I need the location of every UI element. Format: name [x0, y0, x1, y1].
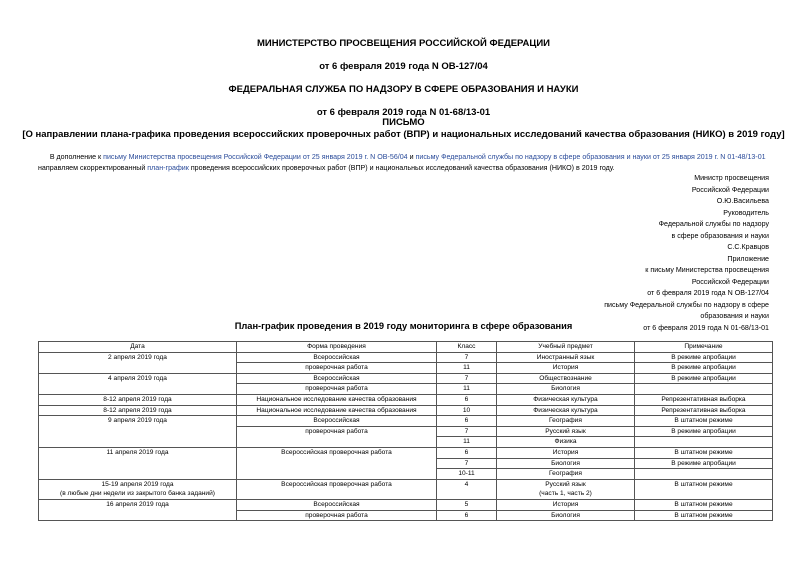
subject-text: Русский язык	[545, 427, 586, 435]
subject-text: История	[552, 448, 579, 456]
form-text: Национальное исследование качества образования	[256, 406, 417, 414]
schedule-table	[38, 341, 773, 521]
form-text: Всероссийская проверочная работа	[281, 480, 392, 488]
cell-form	[237, 394, 437, 405]
letter-subject: [О направлении плана-графика проведения всероссийских проверочных работ (ВПР) и национальных исследований качества образования (НИКО) в 2019 году]	[22, 129, 785, 140]
cell-form: Всероссийская	[237, 416, 437, 427]
cell-class: 6	[437, 510, 497, 521]
cell-note: Репрезентативная выборка	[635, 394, 773, 405]
cell-date	[39, 416, 237, 448]
signature-line: в сфере образования и науки	[671, 231, 769, 240]
form-text: Национальное исследование качества образования	[256, 395, 417, 403]
date-text: 2 апреля 2019 года	[108, 353, 167, 361]
subject-text: Русский язык	[545, 480, 586, 488]
subject-text: Биология	[551, 511, 580, 519]
cell-date	[39, 394, 237, 405]
cell-date	[39, 479, 237, 499]
date-text: 15-19 апреля 2019 года	[101, 480, 174, 488]
table-row	[39, 373, 773, 384]
form-text: Всероссийская проверочная работа	[281, 448, 392, 456]
signature-line: письму Федеральной службы по надзору в сфере	[604, 300, 769, 309]
signature-block	[569, 173, 769, 334]
cell-note: В режиме апробации	[635, 363, 773, 374]
cell-note: В штатном режиме	[635, 447, 773, 458]
subject-text: Физическая культура	[533, 406, 598, 414]
cell-class: 6	[437, 447, 497, 458]
cell-subject	[497, 384, 635, 395]
subject-text: География	[549, 417, 582, 425]
cell-class: 4	[437, 479, 497, 499]
cell-class: 6	[437, 416, 497, 427]
cell-date	[39, 373, 237, 394]
cell-date	[39, 352, 237, 373]
table-row	[39, 405, 773, 416]
doc-type: ПИСЬМО	[382, 117, 425, 128]
cell-subject	[497, 499, 635, 510]
signature-line: С.С.Кравцов	[727, 243, 769, 251]
link-service-letter[interactable]: письму Федеральной службы по надзору в сфере образования и науки от 25 января 2019 г. N 01-48/13-01	[415, 153, 766, 161]
cell-note: В штатном режиме	[635, 499, 773, 510]
header-date: Дата	[39, 342, 237, 353]
cell-note: В штатном режиме	[635, 416, 773, 427]
subject-text: Физика	[554, 438, 577, 446]
cell-date	[39, 405, 237, 416]
signature-line: Российской Федерации	[691, 277, 769, 286]
intro-text-3: направляем скорректированный	[38, 163, 148, 172]
cell-subject	[497, 405, 635, 416]
cell-date	[39, 499, 237, 520]
signature-line: Федеральной службы по надзору	[658, 220, 769, 228]
date-text: 11 апреля 2019 года	[106, 448, 169, 456]
cell-form: Всероссийская	[237, 373, 437, 384]
ministry-title: МИНИСТЕРСТВО ПРОСВЕЩЕНИЯ РОССИЙСКОЙ ФЕДЕРАЦИИ	[256, 38, 551, 49]
link-ministry-letter[interactable]: письму Министерства просвещения Российской Федерации от 25 января 2019 г. N ОВ-56/04	[103, 153, 408, 161]
cell-note	[635, 384, 773, 395]
date-text: 8-12 апреля 2019 года	[103, 406, 172, 414]
header-subject: Учебный предмет	[497, 342, 635, 353]
cell-form: проверочная работа	[237, 384, 437, 395]
service-title: ФЕДЕРАЛЬНАЯ СЛУЖБА ПО НАДЗОРУ В СФЕРЕ ОБРАЗОВАНИЯ И НАУКИ	[228, 84, 579, 95]
service-letter-date: от 6 февраля 2019 года N 01-68/13-01	[316, 107, 491, 118]
cell-subject	[497, 363, 635, 374]
cell-class: 7	[437, 426, 497, 437]
cell-class: 11	[437, 384, 497, 395]
date-text: 16 апреля 2019 года	[106, 500, 169, 508]
cell-note: В режиме апробации	[635, 458, 773, 469]
header-class: Класс	[437, 342, 497, 353]
subject-text: Иностранный язык	[536, 353, 595, 361]
date-text: 8-12 апреля 2019 года	[103, 395, 172, 403]
cell-class: 11	[437, 437, 497, 448]
cell-class: 11	[437, 363, 497, 374]
cell-subject	[497, 373, 635, 384]
signature-line: Приложение	[727, 254, 769, 263]
subject-subtext: (часть 1, часть 2)	[539, 490, 592, 498]
intro-text-2: и	[407, 153, 416, 161]
cell-note: Репрезентативная выборка	[635, 405, 773, 416]
cell-subject	[497, 479, 635, 499]
date-text: 9 апреля 2019 года	[108, 417, 167, 425]
cell-subject	[497, 510, 635, 521]
cell-form	[237, 405, 437, 416]
date-text: 4 апреля 2019 года	[108, 374, 167, 382]
signature-line: образования и науки	[700, 312, 769, 320]
subject-text: География	[549, 470, 582, 478]
cell-note: В штатном режиме	[635, 479, 773, 499]
cell-class: 7	[437, 352, 497, 363]
cell-form: Всероссийская	[237, 499, 437, 510]
cell-subject	[497, 394, 635, 405]
intro-text-1: В дополнение к	[49, 153, 104, 161]
cell-note	[635, 469, 773, 480]
cell-form: проверочная работа	[237, 426, 437, 447]
intro-paragraph	[38, 152, 772, 173]
signature-line: к письму Министерства просвещения	[645, 266, 769, 274]
signature-line: Руководитель	[723, 208, 769, 217]
cell-class: 10-11	[437, 469, 497, 480]
cell-subject	[497, 447, 635, 458]
table-header-row	[39, 342, 773, 353]
subject-text: Обществознание	[539, 374, 592, 382]
schedule-title: План-график проведения в 2019 году мониторинга в сфере образования	[234, 321, 573, 331]
table-row	[39, 416, 773, 427]
cell-subject	[497, 458, 635, 469]
cell-form: проверочная работа	[237, 363, 437, 374]
cell-class: 7	[437, 458, 497, 469]
table-row	[39, 447, 773, 458]
cell-subject	[497, 469, 635, 480]
cell-note: В режиме апробации	[635, 352, 773, 363]
cell-form	[237, 479, 437, 499]
cell-subject	[497, 352, 635, 363]
subject-text: История	[552, 364, 579, 372]
ministry-letter-date: от 6 февраля 2019 года N ОВ-127/04	[319, 61, 488, 72]
intro-text-4: проведения всероссийских проверочных работ (ВПР) и национальных исследований качества образования (НИКО) в 2019 году.	[188, 163, 615, 172]
cell-class: 7	[437, 373, 497, 384]
subject-text: Физическая культура	[533, 395, 598, 403]
cell-note: В штатном режиме	[635, 510, 773, 521]
cell-subject	[497, 437, 635, 448]
link-schedule[interactable]: план-график	[147, 163, 189, 172]
table-row	[39, 352, 773, 363]
subject-text: История	[552, 500, 579, 508]
cell-form	[237, 447, 437, 479]
cell-form: Всероссийская	[237, 352, 437, 363]
cell-subject	[497, 416, 635, 427]
table-row	[39, 479, 773, 499]
cell-class: 10	[437, 405, 497, 416]
subject-text: Биология	[551, 459, 580, 467]
signature-line: О.Ю.Васильева	[716, 197, 769, 205]
signature-line: от 6 февраля 2019 года N 01-68/13-01	[643, 323, 769, 332]
cell-note	[635, 437, 773, 448]
cell-class: 6	[437, 394, 497, 405]
cell-date	[39, 447, 237, 479]
signature-line: Российской Федерации	[691, 185, 769, 194]
header-note: Примечание	[635, 342, 773, 353]
table-row	[39, 499, 773, 510]
cell-note: В режиме апробации	[635, 426, 773, 437]
cell-subject	[497, 426, 635, 437]
cell-note: В режиме апробации	[635, 373, 773, 384]
cell-form: проверочная работа	[237, 510, 437, 521]
date-subtext: (в любые дни недели из закрытого банка заданий)	[60, 490, 215, 498]
header-form: Форма проведения	[237, 342, 437, 353]
signature-line: от 6 февраля 2019 года N ОВ-127/04	[647, 289, 769, 297]
subject-text: Биология	[551, 385, 580, 393]
cell-class: 5	[437, 499, 497, 510]
signature-line: Министр просвещения	[694, 174, 769, 182]
table-row	[39, 394, 773, 405]
